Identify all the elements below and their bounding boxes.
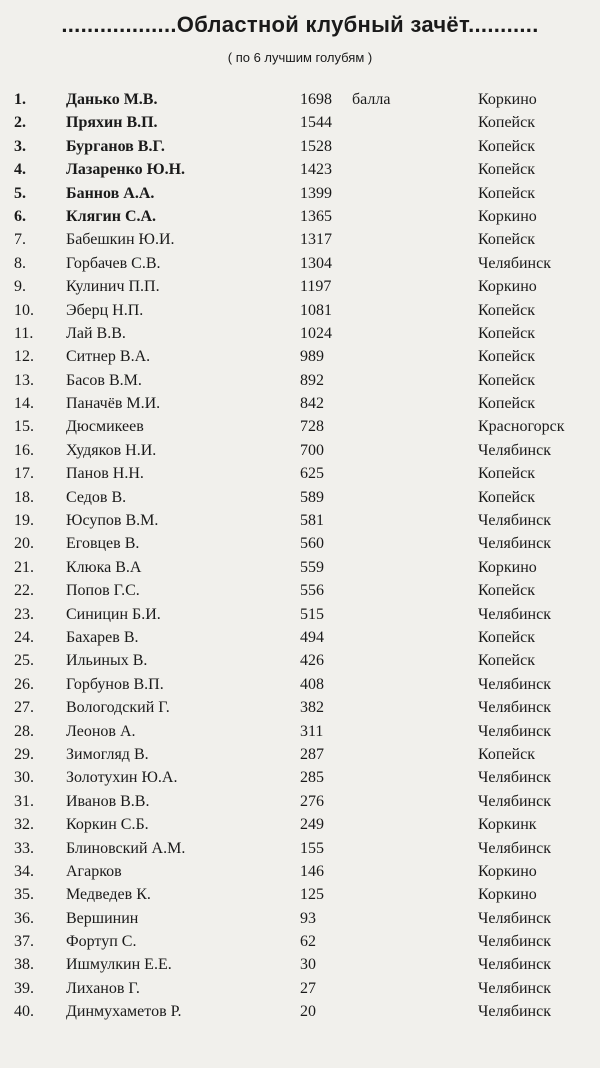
city-cell: Коркино bbox=[478, 886, 537, 904]
city-cell: Челябинск bbox=[478, 699, 551, 717]
standings-row bbox=[0, 953, 600, 976]
standings-row bbox=[0, 556, 600, 579]
score-cell: 408 bbox=[300, 675, 324, 693]
city-cell: Коркино bbox=[478, 91, 537, 108]
score-cell: 276 bbox=[300, 792, 324, 810]
standings-row bbox=[0, 88, 600, 111]
score-cell: 287 bbox=[300, 745, 324, 763]
score-cell: 842 bbox=[300, 395, 324, 413]
standings-row bbox=[0, 579, 600, 602]
name-cell: Горбачев С.В. bbox=[66, 254, 161, 272]
standings-row bbox=[0, 439, 600, 462]
city-cell: Копейск bbox=[478, 114, 535, 132]
name-cell: Горбунов В.П. bbox=[66, 675, 164, 693]
city-cell: Копейск bbox=[478, 652, 535, 670]
name-cell: Пряхин В.П. bbox=[66, 114, 158, 132]
rank-cell: 33. bbox=[14, 839, 34, 857]
city-cell: Челябинск bbox=[478, 441, 551, 459]
score-cell: 1024 bbox=[300, 324, 332, 342]
standings-row bbox=[0, 837, 600, 860]
name-cell: Вологодский Г. bbox=[66, 699, 170, 717]
name-cell: Ишмулкин Е.Е. bbox=[66, 956, 172, 974]
standings-row bbox=[0, 626, 600, 649]
standings-row bbox=[0, 743, 600, 766]
city-cell: Коркинк bbox=[478, 816, 537, 834]
name-cell: Ильиных В. bbox=[66, 652, 148, 670]
city-cell: Копейск bbox=[478, 184, 535, 202]
score-cell: 494 bbox=[300, 628, 324, 646]
name-cell: Лай В.В. bbox=[66, 324, 126, 342]
score-cell: 382 bbox=[300, 699, 324, 717]
city-cell: Коркино bbox=[478, 278, 537, 296]
standings-row bbox=[0, 883, 600, 906]
name-cell: Коркин С.Б. bbox=[66, 816, 149, 834]
standings-row bbox=[0, 649, 600, 672]
name-cell: Иванов В.В. bbox=[66, 792, 150, 810]
rank-cell: 40. bbox=[14, 1003, 34, 1021]
score-cell: 20 bbox=[300, 1003, 316, 1021]
score-cell: 559 bbox=[300, 558, 324, 576]
standings-row bbox=[0, 907, 600, 930]
score-cell: 1304 bbox=[300, 254, 332, 272]
name-cell: Клягин С.А. bbox=[66, 207, 157, 225]
rank-cell: 15. bbox=[14, 418, 34, 436]
standings-row bbox=[0, 205, 600, 228]
standings-row bbox=[0, 790, 600, 813]
rank-cell: 13. bbox=[14, 371, 34, 389]
city-cell: Челябинск bbox=[478, 839, 551, 857]
standings-row bbox=[0, 111, 600, 134]
standings-row bbox=[0, 766, 600, 789]
score-cell: 556 bbox=[300, 582, 324, 600]
standings-row bbox=[0, 415, 600, 438]
rank-cell: 10. bbox=[14, 301, 34, 319]
name-cell: Фортуп С. bbox=[66, 933, 137, 951]
standings-row bbox=[0, 673, 600, 696]
name-cell: Седов В. bbox=[66, 488, 127, 506]
city-cell: Челябинск bbox=[478, 512, 551, 530]
name-cell: Данько М.В. bbox=[66, 91, 158, 108]
name-cell: Золотухин Ю.А. bbox=[66, 769, 178, 787]
city-cell: Копейск bbox=[478, 231, 535, 249]
rank-cell: 32. bbox=[14, 816, 34, 834]
rank-cell: 3. bbox=[14, 137, 26, 155]
score-cell: 560 bbox=[300, 535, 324, 553]
standings-row bbox=[0, 930, 600, 953]
score-cell: 581 bbox=[300, 512, 324, 530]
city-cell: Копейск bbox=[478, 371, 535, 389]
rank-cell: 16. bbox=[14, 441, 34, 459]
city-cell: Челябинск bbox=[478, 605, 551, 623]
standings-row bbox=[0, 603, 600, 626]
rank-cell: 12. bbox=[14, 348, 34, 366]
score-cell: 93 bbox=[300, 909, 316, 927]
rank-cell: 21. bbox=[14, 558, 34, 576]
rank-cell: 39. bbox=[14, 979, 34, 997]
score-cell: 1544 bbox=[300, 114, 332, 132]
standings-row bbox=[0, 977, 600, 1000]
city-cell: Челябинск bbox=[478, 792, 551, 810]
name-cell: Бурганов В.Г. bbox=[66, 137, 165, 155]
rank-cell: 29. bbox=[14, 745, 34, 763]
city-cell: Челябинск bbox=[478, 675, 551, 693]
score-cell: 700 bbox=[300, 441, 324, 459]
score-cell: 426 bbox=[300, 652, 324, 670]
standings-list bbox=[0, 88, 600, 1024]
standings-row bbox=[0, 720, 600, 743]
name-cell: Блиновский А.М. bbox=[66, 839, 186, 857]
rank-cell: 34. bbox=[14, 862, 34, 880]
name-cell: Медведев К. bbox=[66, 886, 151, 904]
city-cell: Копейск bbox=[478, 161, 535, 179]
name-cell: Динмухаметов Р. bbox=[66, 1003, 182, 1021]
name-cell: Синицин Б.И. bbox=[66, 605, 161, 623]
score-cell: 1423 bbox=[300, 161, 332, 179]
city-cell: Коркино bbox=[478, 862, 537, 880]
score-cell: 27 bbox=[300, 979, 316, 997]
score-cell: 989 bbox=[300, 348, 324, 366]
rank-cell: 23. bbox=[14, 605, 34, 623]
city-cell: Копейск bbox=[478, 395, 535, 413]
standings-row bbox=[0, 345, 600, 368]
rank-cell: 22. bbox=[14, 582, 34, 600]
name-cell: Агарков bbox=[66, 862, 122, 880]
standings-row bbox=[0, 275, 600, 298]
city-cell: Копейск bbox=[478, 348, 535, 366]
score-cell: 285 bbox=[300, 769, 324, 787]
standings-row bbox=[0, 462, 600, 485]
name-cell: Паначёв М.И. bbox=[66, 395, 161, 413]
score-cell: 62 bbox=[300, 933, 316, 951]
rank-cell: 38. bbox=[14, 956, 34, 974]
standings-row bbox=[0, 182, 600, 205]
standings-row bbox=[0, 135, 600, 158]
name-cell: Лиханов Г. bbox=[66, 979, 140, 997]
name-cell: Бахарев В. bbox=[66, 628, 139, 646]
name-cell: Худяков Н.И. bbox=[66, 441, 157, 459]
name-cell: Бабешкин Ю.И. bbox=[66, 231, 175, 249]
standings-row bbox=[0, 299, 600, 322]
name-cell: Кулинич П.П. bbox=[66, 278, 160, 296]
city-cell: Копейск bbox=[478, 324, 535, 342]
score-cell: 30 bbox=[300, 956, 316, 974]
name-cell: Еговцев В. bbox=[66, 535, 140, 553]
rank-cell: 2. bbox=[14, 114, 26, 132]
name-cell: Клюка В.А bbox=[66, 558, 142, 576]
score-cell: 1365 bbox=[300, 207, 332, 225]
rank-cell: 8. bbox=[14, 254, 26, 272]
score-cell: 589 bbox=[300, 488, 324, 506]
standings-row bbox=[0, 369, 600, 392]
city-cell: Челябинск bbox=[478, 254, 551, 272]
name-cell: Панов Н.Н. bbox=[66, 465, 144, 483]
score-cell: 311 bbox=[300, 722, 324, 740]
name-cell: Баннов А.А. bbox=[66, 184, 155, 202]
city-cell: Челябинск bbox=[478, 1003, 551, 1021]
rank-cell: 25. bbox=[14, 652, 34, 670]
city-cell: Челябинск bbox=[478, 933, 551, 951]
score-cell: 892 bbox=[300, 371, 324, 389]
score-cell: 155 bbox=[300, 839, 324, 857]
city-cell: Копейск bbox=[478, 745, 535, 763]
rank-cell: 18. bbox=[14, 488, 34, 506]
name-cell: Попов Г.С. bbox=[66, 582, 140, 600]
rank-cell: 20. bbox=[14, 535, 34, 553]
name-cell: Лазаренко Ю.Н. bbox=[66, 161, 186, 179]
city-cell: Копейск bbox=[478, 465, 535, 483]
score-cell: 146 bbox=[300, 862, 324, 880]
rank-cell: 1. bbox=[14, 91, 26, 108]
rank-cell: 24. bbox=[14, 628, 34, 646]
rank-cell: 5. bbox=[14, 184, 26, 202]
rank-cell: 11. bbox=[14, 324, 34, 342]
city-cell: Челябинск bbox=[478, 722, 551, 740]
standings-row bbox=[0, 158, 600, 181]
rank-cell: 14. bbox=[14, 395, 34, 413]
standings-row bbox=[0, 486, 600, 509]
city-cell: Коркино bbox=[478, 207, 537, 225]
standings-row bbox=[0, 532, 600, 555]
score-cell: 249 bbox=[300, 816, 324, 834]
name-cell: Леонов А. bbox=[66, 722, 136, 740]
standings-row bbox=[0, 813, 600, 836]
score-cell: 1528 bbox=[300, 137, 332, 155]
city-cell: Челябинск bbox=[478, 535, 551, 553]
score-cell: 1197 bbox=[300, 278, 332, 296]
page-title: ..................Областной клубный зачёт........... bbox=[61, 12, 539, 37]
name-cell: Вершинин bbox=[66, 909, 139, 927]
rank-cell: 7. bbox=[14, 231, 26, 249]
city-cell: Копейск bbox=[478, 628, 535, 646]
rank-cell: 37. bbox=[14, 933, 34, 951]
unit-cell: балла bbox=[352, 91, 391, 108]
standings-row bbox=[0, 322, 600, 345]
rank-cell: 26. bbox=[14, 675, 34, 693]
score-cell: 728 bbox=[300, 418, 324, 436]
score-cell: 1698 bbox=[300, 91, 332, 108]
rank-cell: 35. bbox=[14, 886, 34, 904]
city-cell: Красногорск bbox=[478, 418, 565, 436]
standings-row bbox=[0, 696, 600, 719]
rank-cell: 36. bbox=[14, 909, 34, 927]
score-cell: 1317 bbox=[300, 231, 332, 249]
city-cell: Челябинск bbox=[478, 769, 551, 787]
name-cell: Басов В.М. bbox=[66, 371, 142, 389]
rank-cell: 4. bbox=[14, 161, 26, 179]
name-cell: Зимогляд В. bbox=[66, 745, 149, 763]
city-cell: Челябинск bbox=[478, 909, 551, 927]
rank-cell: 6. bbox=[14, 207, 26, 225]
standings-row bbox=[0, 509, 600, 532]
city-cell: Копейск bbox=[478, 301, 535, 319]
standings-row bbox=[0, 228, 600, 251]
city-cell: Копейск bbox=[478, 488, 535, 506]
name-cell: Ситнер В.А. bbox=[66, 348, 151, 366]
page-subtitle: ( по 6 лучшим голубям ) bbox=[227, 50, 373, 65]
name-cell: Дюсмикеев bbox=[66, 418, 144, 436]
city-cell: Челябинск bbox=[478, 979, 551, 997]
standings-row bbox=[0, 860, 600, 883]
rank-cell: 31. bbox=[14, 792, 34, 810]
score-cell: 1081 bbox=[300, 301, 332, 319]
city-cell: Копейск bbox=[478, 582, 535, 600]
standings-row bbox=[0, 392, 600, 415]
city-cell: Коркино bbox=[478, 558, 537, 576]
score-cell: 1399 bbox=[300, 184, 332, 202]
rank-cell: 9. bbox=[14, 278, 26, 296]
rank-cell: 28. bbox=[14, 722, 34, 740]
city-cell: Челябинск bbox=[478, 956, 551, 974]
score-cell: 625 bbox=[300, 465, 324, 483]
rank-cell: 30. bbox=[14, 769, 34, 787]
score-cell: 125 bbox=[300, 886, 324, 904]
name-cell: Эберц Н.П. bbox=[66, 301, 144, 319]
rank-cell: 27. bbox=[14, 699, 34, 717]
standings-row bbox=[0, 252, 600, 275]
standings-row bbox=[0, 1000, 600, 1023]
rank-cell: 17. bbox=[14, 465, 34, 483]
name-cell: Юсупов В.М. bbox=[66, 512, 159, 530]
city-cell: Копейск bbox=[478, 137, 535, 155]
score-cell: 515 bbox=[300, 605, 324, 623]
rank-cell: 19. bbox=[14, 512, 34, 530]
